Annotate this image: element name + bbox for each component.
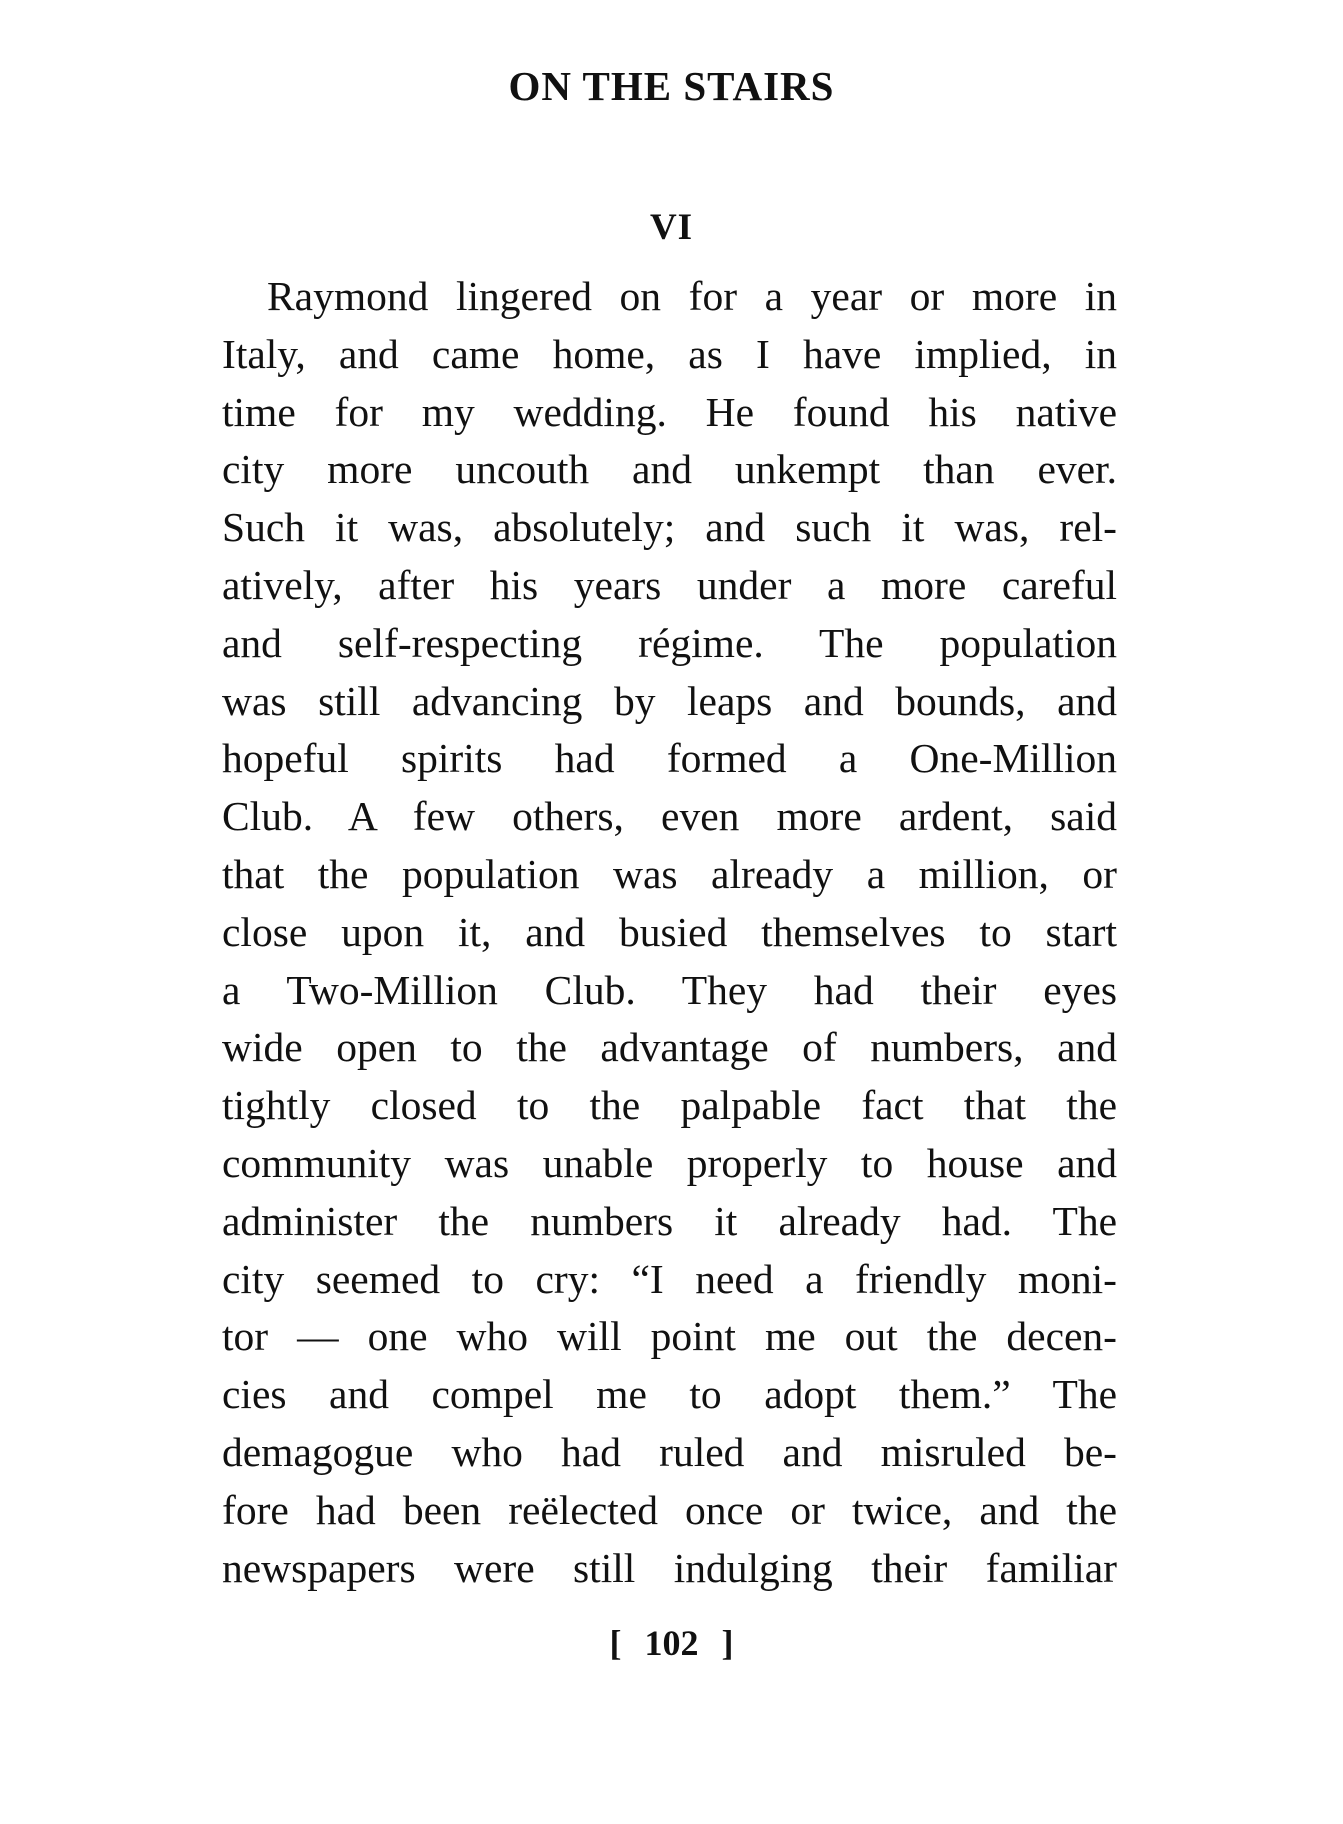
- text-line: fore had been reëlected once or twice, and the: [222, 1486, 1117, 1533]
- text-line: tightly closed to the palpable fact that the: [222, 1082, 1117, 1129]
- text-line: and self-respecting régime. The population: [222, 619, 1117, 666]
- text-line: was still advancing by leaps and bounds, and: [222, 677, 1117, 724]
- text-line: cies and compel me to adopt them.” The: [222, 1371, 1117, 1418]
- text-line: community was unable properly to house and: [222, 1139, 1117, 1186]
- text-line: hopeful spirits had formed a One-Million: [222, 735, 1117, 782]
- text-line: Italy, and came home, as I have implied, in: [222, 330, 1117, 377]
- text-line: wide open to the advantage of numbers, and: [222, 1024, 1117, 1071]
- text-line: Raymond lingered on for a year or more in: [267, 273, 1117, 319]
- page-number: [ 102 ]: [609, 1623, 734, 1663]
- text-line: city seemed to cry: “I need a friendly moni-: [222, 1255, 1117, 1302]
- text-line: city more uncouth and unkempt than ever.: [222, 446, 1117, 493]
- text-line: newspapers were still indulging their familiar: [222, 1544, 1117, 1591]
- text-line: administer the numbers it already had. The: [222, 1197, 1117, 1244]
- text-line: Club. A few others, even more ardent, said: [222, 793, 1117, 840]
- chapter-number: VI: [649, 207, 694, 248]
- body-text: [222, 268, 1117, 1597]
- text-line: demagogue who had ruled and misruled be-: [222, 1428, 1117, 1475]
- text-line: time for my wedding. He found his native: [222, 388, 1117, 435]
- text-line: atively, after his years under a more careful: [222, 561, 1117, 608]
- text-line: tor — one who will point me out the decen-: [222, 1313, 1117, 1360]
- text-line: close upon it, and busied themselves to start: [222, 908, 1117, 955]
- running-head: ON THE STAIRS: [508, 63, 835, 109]
- text-line: that the population was already a million, or: [222, 850, 1117, 897]
- text-line: a Two-Million Club. They had their eyes: [222, 966, 1117, 1013]
- text-line: Such it was, absolutely; and such it was, rel-: [222, 504, 1117, 551]
